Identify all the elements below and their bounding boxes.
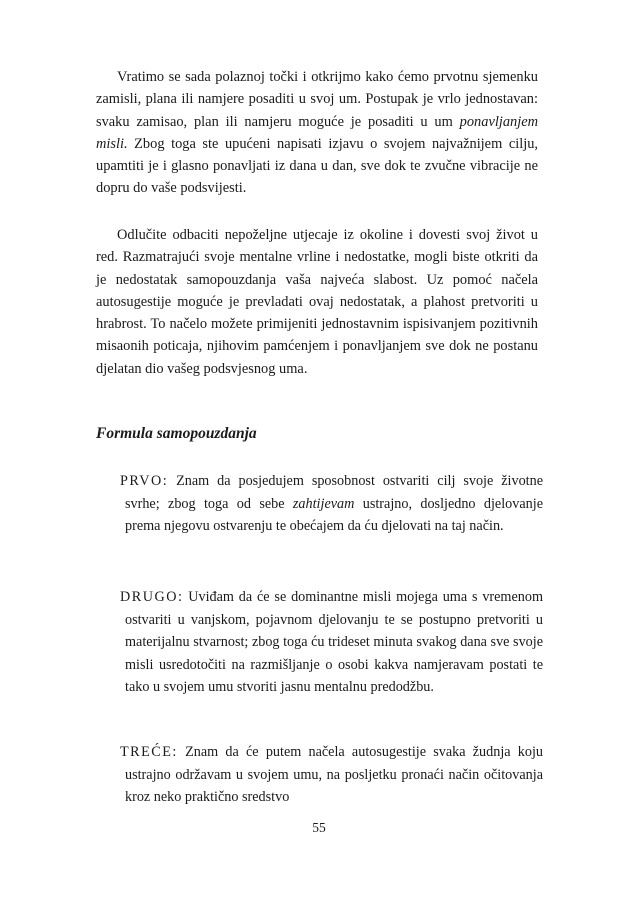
formula-item-second-text: Uviđam da će se dominantne misli mojega uma s vremenom ostvariti u vanjskom, pojavnom djelovanju te se postupno pretvoriti u materijalnu stvarnost; zbog toga ću trideset minuta svakog dana sve svoje misli usredotočiti na razmišljanje o osobi kakva namjeravam postati te tako u svojem umu stvoriti jasnu mentalnu predodžbu. — [125, 589, 543, 695]
formula-item-first-lead: PRVO: — [120, 473, 169, 489]
page-number: 55 — [312, 820, 326, 835]
formula-item-third-lead: TREĆE: — [120, 744, 178, 760]
body-paragraph-2 — [96, 224, 538, 380]
paragraph-1-text: Vratimo se sada polaznoj točki i otkrijmo kako ćemo prvotnu sjemenku zamisli, plana ili namjere posaditi u svoj um. Postupak je vrlo jednostavan: svaku zamisao, plan ili namjeru moguće je posaditi u um — [96, 69, 538, 130]
formula-item-third-text: Znam da će putem načela autosugestije svaka žudnja koju ustrajno održavam u svojem umu, na posljetku pronaći način očitovanja kroz neko praktično sredstvo — [125, 744, 543, 805]
paragraph-2-text: Odlučite odbaciti nepoželjne utjecaje iz okoline i dovesti svoj život u red. Razmatrajući svoje mentalne vrline i nedostatke, mogli biste otkriti da je nedostatak samopouzdanja vaša najveća slabost. Uz pomoć načela autosugestije moguće je prevladati ovaj nedostatak, a plahost pretvoriti u hrabrost. To načelo možete primijeniti jednostavnim ispisivanjem pozitivnih misaonih poticaja, njihovim pamćenjem i ponavljanjem sve dok ne postanu djelatan dio vašeg podsvjesnog uma. — [96, 227, 538, 377]
formula-item-third — [120, 741, 543, 809]
section-heading: Formula samopouzdanja — [96, 425, 257, 442]
formula-item-first-text-end: ustrajno, dosljedno djelovanje prema njegovu ostvarenju te obećajem da ću djelovati na taj način. — [125, 495, 543, 534]
formula-item-first — [120, 470, 543, 538]
paragraph-1-text-end: Zbog toga ste upućeni napisati izjavu o svojem najvažnijem cilju, upamtiti je i glasno ponavljati iz dana u dan, sve dok te zvučne vibracije ne dopru do vaše podsvijesti. — [96, 135, 538, 197]
formula-item-first-text: Znam da posjedujem sposobnost ostvariti cilj svoje životne svrhe; zbog toga od sebe — [125, 473, 543, 512]
paragraph-1-emphasis: ponavljanjem misli. — [96, 113, 538, 152]
formula-item-second-lead: DRUGO: — [120, 589, 184, 605]
formula-item-second — [120, 586, 543, 699]
body-paragraph-1 — [96, 66, 538, 200]
formula-item-first-emphasis: zahtijevam — [292, 495, 355, 512]
